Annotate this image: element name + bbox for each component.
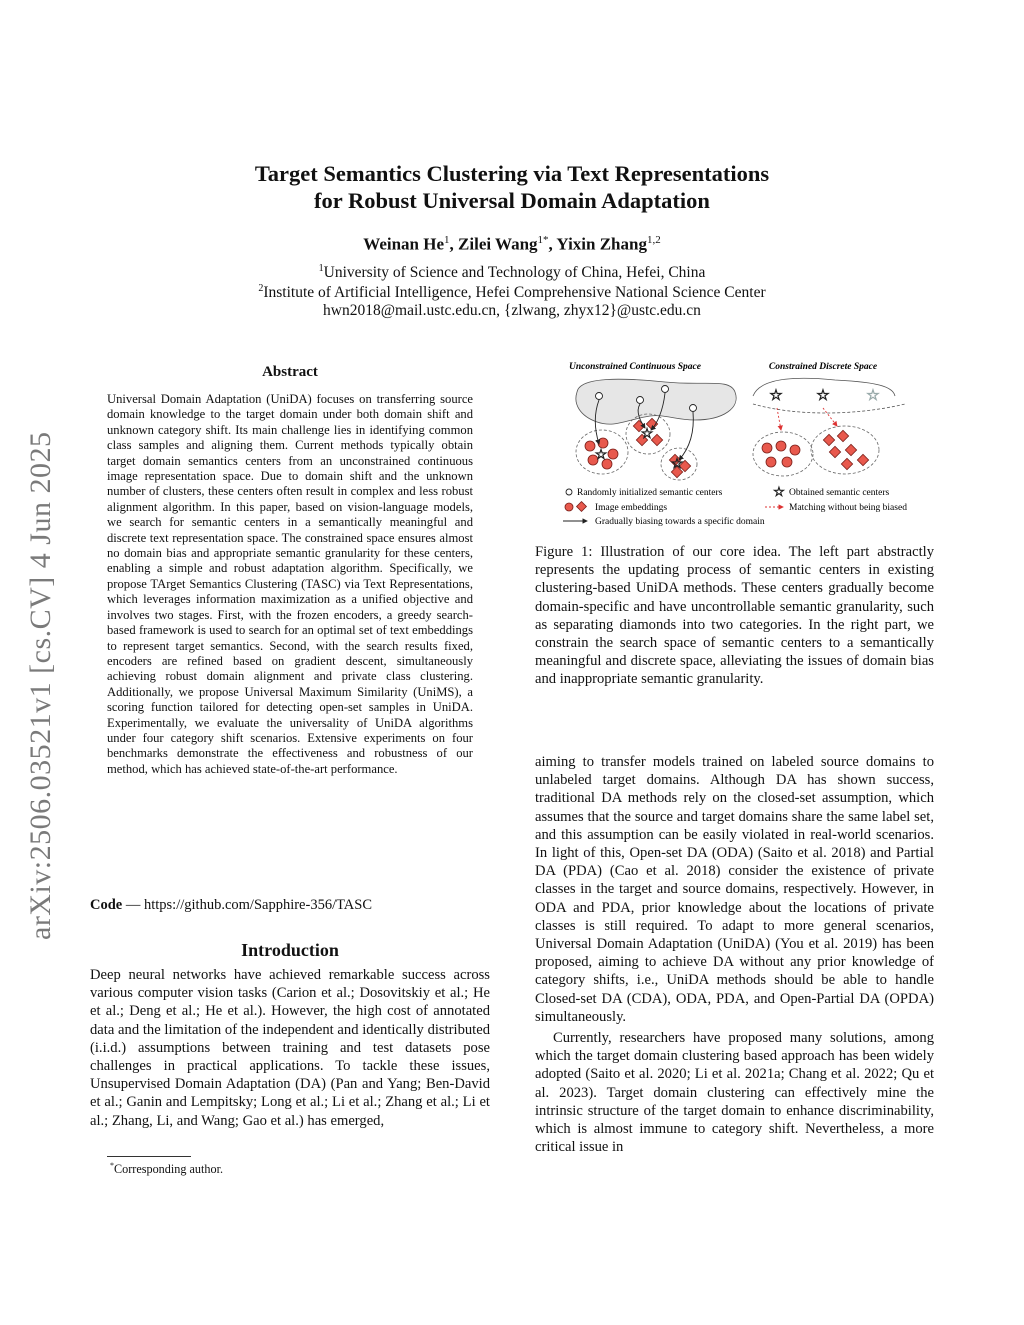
affiliation-text: Institute of Artificial Intelligence, Hefei Comprehensive National Science Center bbox=[263, 284, 766, 302]
author-separator: , bbox=[449, 234, 459, 254]
figure-left-title: Unconstrained Continuous Space bbox=[569, 362, 701, 372]
matching-arrow bbox=[823, 408, 837, 426]
random-center-marker bbox=[662, 386, 669, 393]
abstract-heading: Abstract bbox=[262, 364, 318, 380]
star-icon: ☆ bbox=[816, 388, 830, 404]
author-separator: , bbox=[548, 234, 557, 254]
author-name: Zilei Wang bbox=[458, 234, 538, 254]
affiliation-1 bbox=[0, 263, 1024, 282]
legend-embedding-circle bbox=[565, 503, 573, 511]
abstract-text: Universal Domain Adaptation (UniDA) focuses on transferring source domain knowledge to the target domain under both domain shift and unknown category shift. Its main challenge lies in identifying common class samples and aligning them. Current methods typically obtain target domain semantics centers from an unconstrained continuous image representation space. Due to domain shift and the unknown number of clusters, these centers often result in complex and less robust alignment algorithm. In this paper, based on vision-language models, we search for semantic centers in a semantically meaningful and discrete text representation space. The constrained space ensures almost no domain bias and appropriate semantic granularity for these centers, enabling a simple and robust adaptation algorithm. Specifically, we propose TArget Semantics Clustering (TASC) via Text Representations, which leverages information maximization as a unified objective and involves two stages. First, with the frozen encoders, a greedy search-based framework is used to search for an optimal set of text embeddings to represent target semantics. Second, with the search results fixed, encoders are refined based on gradient descent, simultaneously achieving robust domain alignment and private class clustering. Additionally, we propose Universal Maximum Similarity (UniMS), a scoring function tailored for detecting open-set samples in UniDA. Experimentally, we evaluate the universality of UniDA algorithms under four category shift scenarios. Extensive experiments on four benchmarks demonstrate the effectiveness and robustness of our method, which has achieved state-of-the-art performance. bbox=[107, 392, 473, 776]
title-line-2: for Robust Universal Domain Adaptation bbox=[314, 188, 710, 213]
right-diamond-embeddings bbox=[823, 430, 868, 469]
code-link-line bbox=[90, 897, 490, 914]
author-name: Weinan He bbox=[363, 234, 445, 254]
footnote-mark: * bbox=[110, 1161, 114, 1170]
legend-star-icon: ☆ bbox=[773, 484, 785, 499]
legend-circle-icon bbox=[566, 489, 572, 495]
paper-title bbox=[0, 160, 1024, 214]
body-paragraph: aiming to transfer models trained on labeled source domains to unlabeled target domains. Although DA has shown success, traditional DA methods rely on the closed-set assumption, which assumes that the source and target domains share the same label set, and this assumption can be easily violated in real-world scenarios. In light of this, Open-set DA (ODA) (Saito et al. 2018) and Partial DA (PDA) (Cao et al. 2018) consider the existence of private classes in the target and source domains, respectively. However, in ODA and PDA, prior knowledge about the locations of private classes is still required. To adapt to more general scenarios, Universal Domain Adaptation (UniDA) (You et al. 2019) has been proposed, aiming to achieve DA without any prior knowledge of category shifts, i.e., UniDA methods should be able to handle Closed-set DA (CDA), ODA, PDA, and Open-Partial DA (OPDA) simultaneously. bbox=[535, 754, 934, 1025]
figure-right-title: Constrained Discrete Space bbox=[768, 362, 878, 372]
figure-1-caption: Figure 1: Illustration of our core idea. The left part abstractly represents the updating process of semantic centers in existing clustering-based UniDA methods. These centers gradually become domain-specific and have uncontrollable semantic granularity, such as separating diamonds into two categories. In the right part, we constrain the search space of semantic centers to a semantically meaningful and discrete space, alleviating the issues of domain bias and inappropriate semantic granularity. bbox=[535, 544, 934, 688]
author-affiliation-mark: 1,2 bbox=[646, 234, 661, 246]
legend-image-embeddings: Image embeddings bbox=[595, 503, 668, 513]
matching-arrow bbox=[777, 408, 781, 430]
footnote-rule bbox=[107, 1156, 191, 1157]
legend-embedding-diamond bbox=[577, 502, 587, 512]
legend-obtained-centers: Obtained semantic centers bbox=[789, 488, 890, 498]
code-label: Code bbox=[90, 897, 123, 913]
random-center-marker bbox=[690, 405, 697, 412]
star-icon: ☆ bbox=[594, 448, 608, 463]
continuous-space-region bbox=[576, 379, 736, 424]
title-line-1: Target Semantics Clustering via Text Representations bbox=[254, 161, 770, 186]
discrete-space-boundary bbox=[753, 404, 905, 413]
star-icon: ☆ bbox=[866, 388, 880, 404]
author-emails: hwn2018@mail.ustc.edu.cn, {zlwang, zhyx12}@ustc.edu.cn bbox=[323, 302, 701, 319]
introduction-heading: Introduction bbox=[241, 940, 339, 960]
author-affiliation-mark: 1 bbox=[444, 234, 450, 246]
author-list bbox=[0, 234, 1024, 255]
body-paragraph: Currently, researchers have proposed many solutions, among which the target domain clustering based approach has been widely adopted (Saito et al. 2020; Li et al. 2021a; Chang et al. 2022; Qu et al. 2023). Target domain clustering can effectively mine the intrinsic structure of the target domain to enhance discriminability, which is almost immune to category shift. Nevertheless, a more critical issue in bbox=[535, 1030, 934, 1156]
author-name: Yixin Zhang bbox=[556, 234, 647, 254]
random-center-marker bbox=[637, 397, 644, 404]
footnote bbox=[110, 1161, 223, 1177]
legend-biasing: Gradually biasing towards a specific domain bbox=[595, 517, 765, 527]
code-dash: — bbox=[122, 897, 144, 913]
affiliation-2 bbox=[0, 283, 1024, 302]
affiliation-mark: 1 bbox=[318, 263, 324, 274]
author-affiliation-mark: 1* bbox=[537, 234, 549, 246]
star-icon: ☆ bbox=[670, 457, 684, 472]
affiliation-text: University of Science and Technology of China, Hefei, China bbox=[323, 264, 706, 282]
legend-random-centers: Randomly initialized semantic centers bbox=[577, 488, 723, 498]
star-icon: ☆ bbox=[640, 427, 654, 442]
figure-1-diagram bbox=[555, 356, 920, 531]
arxiv-identifier: arXiv:2506.03521v1 [cs.CV] 4 Jun 2025 bbox=[24, 431, 57, 940]
cluster-boundary bbox=[753, 432, 813, 476]
random-center-marker bbox=[596, 393, 603, 400]
affiliation-mark: 2 bbox=[258, 283, 264, 294]
code-url-link[interactable]: https://github.com/Sapphire-356/TASC bbox=[143, 897, 372, 913]
introduction-text: Deep neural networks have achieved remarkable success across various computer vision tasks (Carion et al.; Dosovitskiy et al.; He et al.; Deng et al.; He et al.). However, the high cost of annotated data and the limitation of the independent and identically distributed (i.i.d.) assumptions between training and test datasets pose challenges in practical applications. To tackle these issues, Unsupervised Domain Adaptation (DA) (Pan and Yang; Ben-David et al.; Ganin and Lempitsky; Long et al.; Li et al.; Zhang et al.; Li et al.; Zhang, Li, and Wang; Gao et al.) has emerged, bbox=[90, 967, 490, 1129]
right-circle-embeddings bbox=[762, 441, 800, 467]
legend-matching: Matching without being biased bbox=[789, 503, 907, 513]
right-column-body bbox=[535, 753, 934, 1156]
star-icon: ☆ bbox=[769, 388, 783, 404]
footnote-text: Corresponding author. bbox=[114, 1162, 223, 1177]
